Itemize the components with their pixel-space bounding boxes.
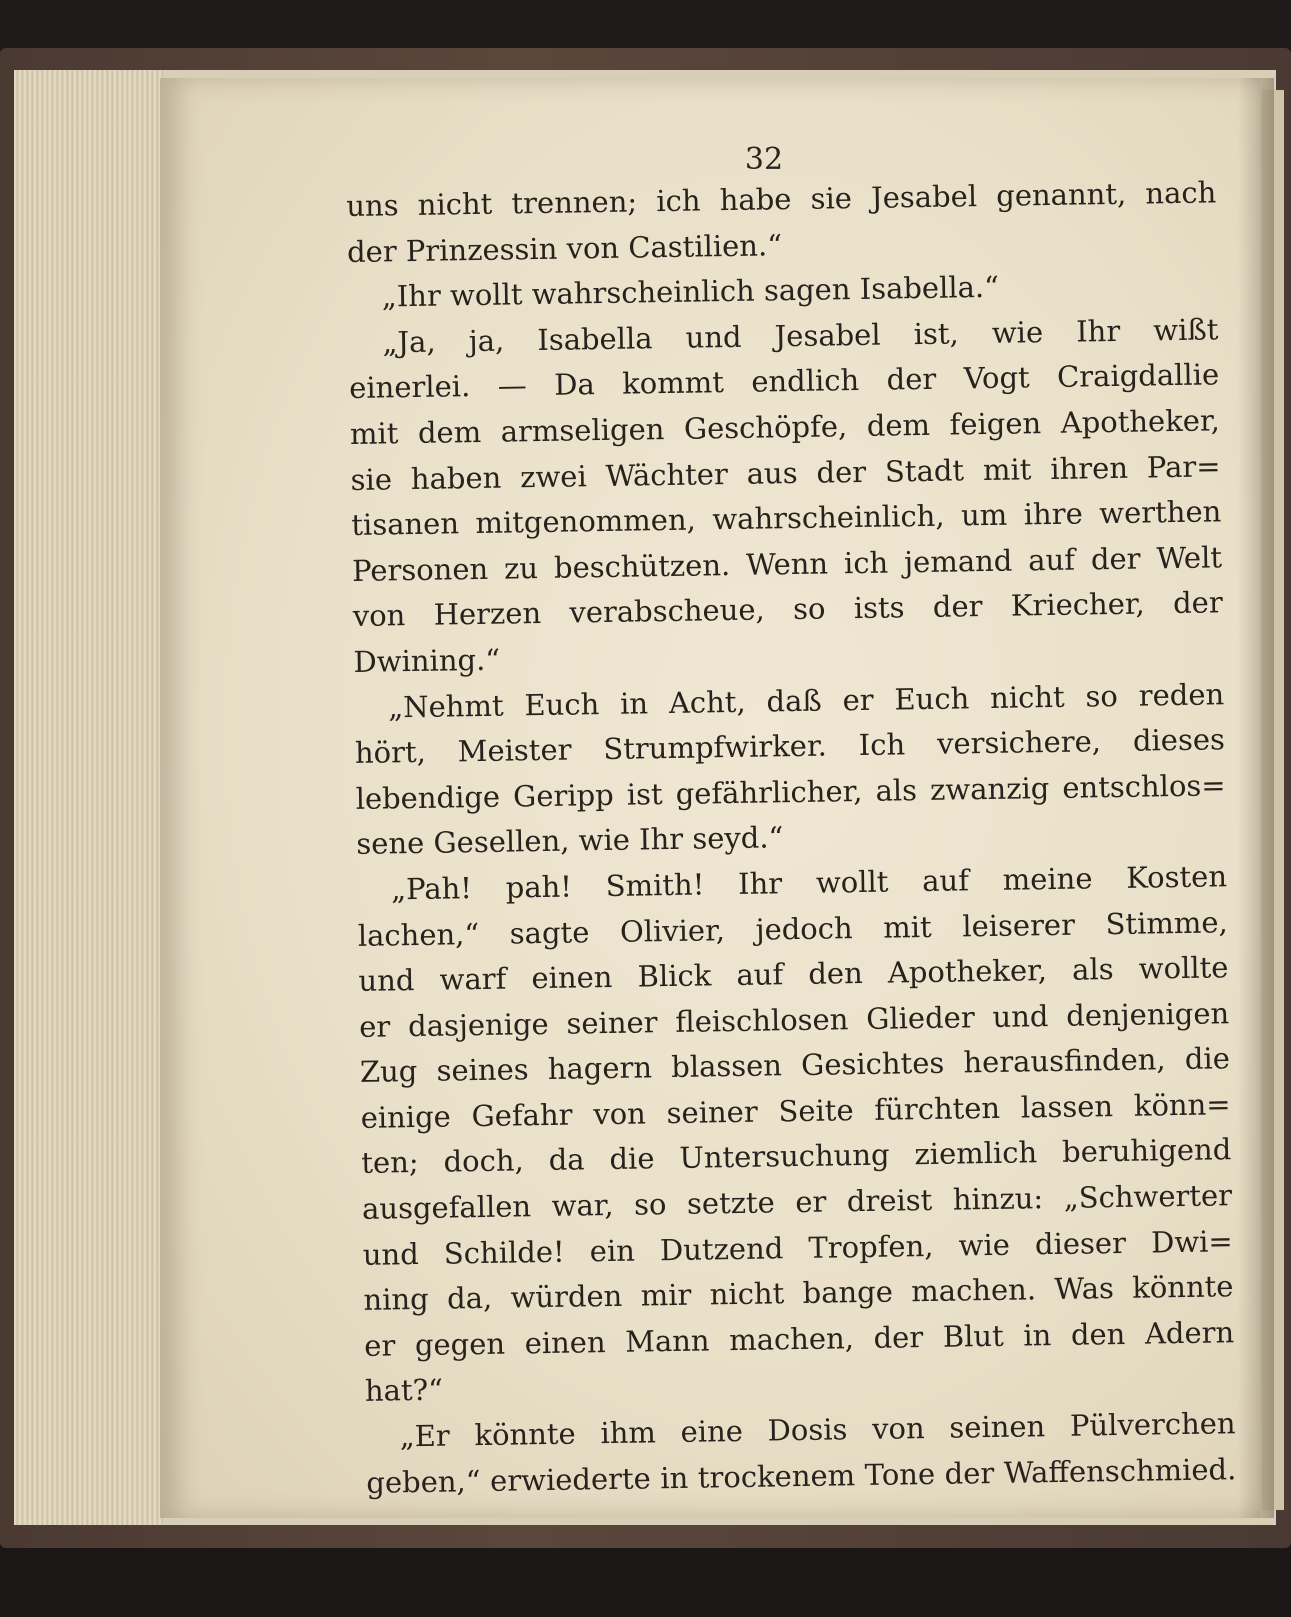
- page-number: 32: [744, 142, 784, 177]
- body-text: [346, 170, 1237, 1506]
- text-line: uns nicht trennen; ich habe sie Jesabel genannt, nach: [346, 175, 1217, 223]
- text-line: hört, Meister Strumpfwirker. Ich versichere, dieses: [354, 722, 1226, 771]
- text-line: sene Gesellen, wie Ihr seyd.“: [356, 820, 784, 862]
- text-line: tisanen mitgenommen, wahrscheinlich, um ihre werthen: [351, 494, 1222, 543]
- text-line: ning da, würden mir nicht bange machen. Was könnte: [363, 1269, 1234, 1318]
- text-line: und Schilde! ein Dutzend Tropfen, wie dieser Dwi=: [362, 1223, 1233, 1272]
- text-line: sie haben zwei Wächter aus der Stadt mit ihren Par=: [350, 448, 1221, 497]
- text-line: von Herzen verabscheue, so ists der Kriecher, der: [352, 585, 1223, 634]
- text-line: „Pah! pah! Smith! Ihr wollt auf meine Kosten: [390, 859, 1228, 907]
- text-line: lachen,“ sagte Olivier, jedoch mit leiserer Stimme,: [357, 904, 1228, 953]
- text-line: Zug seines hagern blassen Gesichtes herausfinden, die: [359, 1041, 1231, 1090]
- text-line: „Nehmt Euch in Acht, daß er Euch nicht so reden: [387, 676, 1225, 724]
- text-line: „Ihr wollt wahrscheinlich sagen Isabella.“: [381, 269, 1000, 314]
- text-line: er gegen einen Mann machen, der Blut in den Adern: [363, 1315, 1235, 1363]
- text-line: und warf einen Blick auf den Apotheker, als wollte: [358, 950, 1229, 998]
- text-line: ausgefallen war, so setzte er dreist hinzu: „Schwerter: [361, 1178, 1233, 1226]
- text-line: einerlei. — Da kommt endlich der Vogt Craigdallie: [348, 357, 1220, 406]
- text-line: „Ja, ja, Isabella und Jesabel ist, wie Ihr wißt: [382, 312, 1219, 360]
- text-line: „Er könnte ihm eine Dosis von seinen Pülverchen: [399, 1406, 1236, 1454]
- text-line: hat?“: [364, 1373, 444, 1409]
- text-line: mit dem armseligen Geschöpfe, dem feigen Apotheker,: [349, 403, 1221, 451]
- text-line: einige Gefahr von seiner Seite fürchten lassen könn=: [360, 1087, 1231, 1135]
- text-line: Personen zu beschützen. Wenn ich jemand auf der Welt: [351, 540, 1223, 588]
- text-line: lebendige Geripp ist gefährlicher, als zwanzig entschlos=: [355, 767, 1226, 816]
- page-edges: [14, 70, 164, 1525]
- text-line: der Prinzessin von Castilien.“: [346, 227, 783, 269]
- text-line: ten; doch, da die Untersuchung ziemlich beruhigend: [361, 1132, 1232, 1181]
- text-line: er dasjenige seiner fleischlosen Glieder und denjenigen: [358, 995, 1230, 1044]
- text-line: Dwining.“: [353, 642, 501, 679]
- text-line: geben,“ erwiederte in trockenem Tone der Waffenschmied.: [366, 1451, 1237, 1500]
- gutter-shadow: [1238, 78, 1274, 1518]
